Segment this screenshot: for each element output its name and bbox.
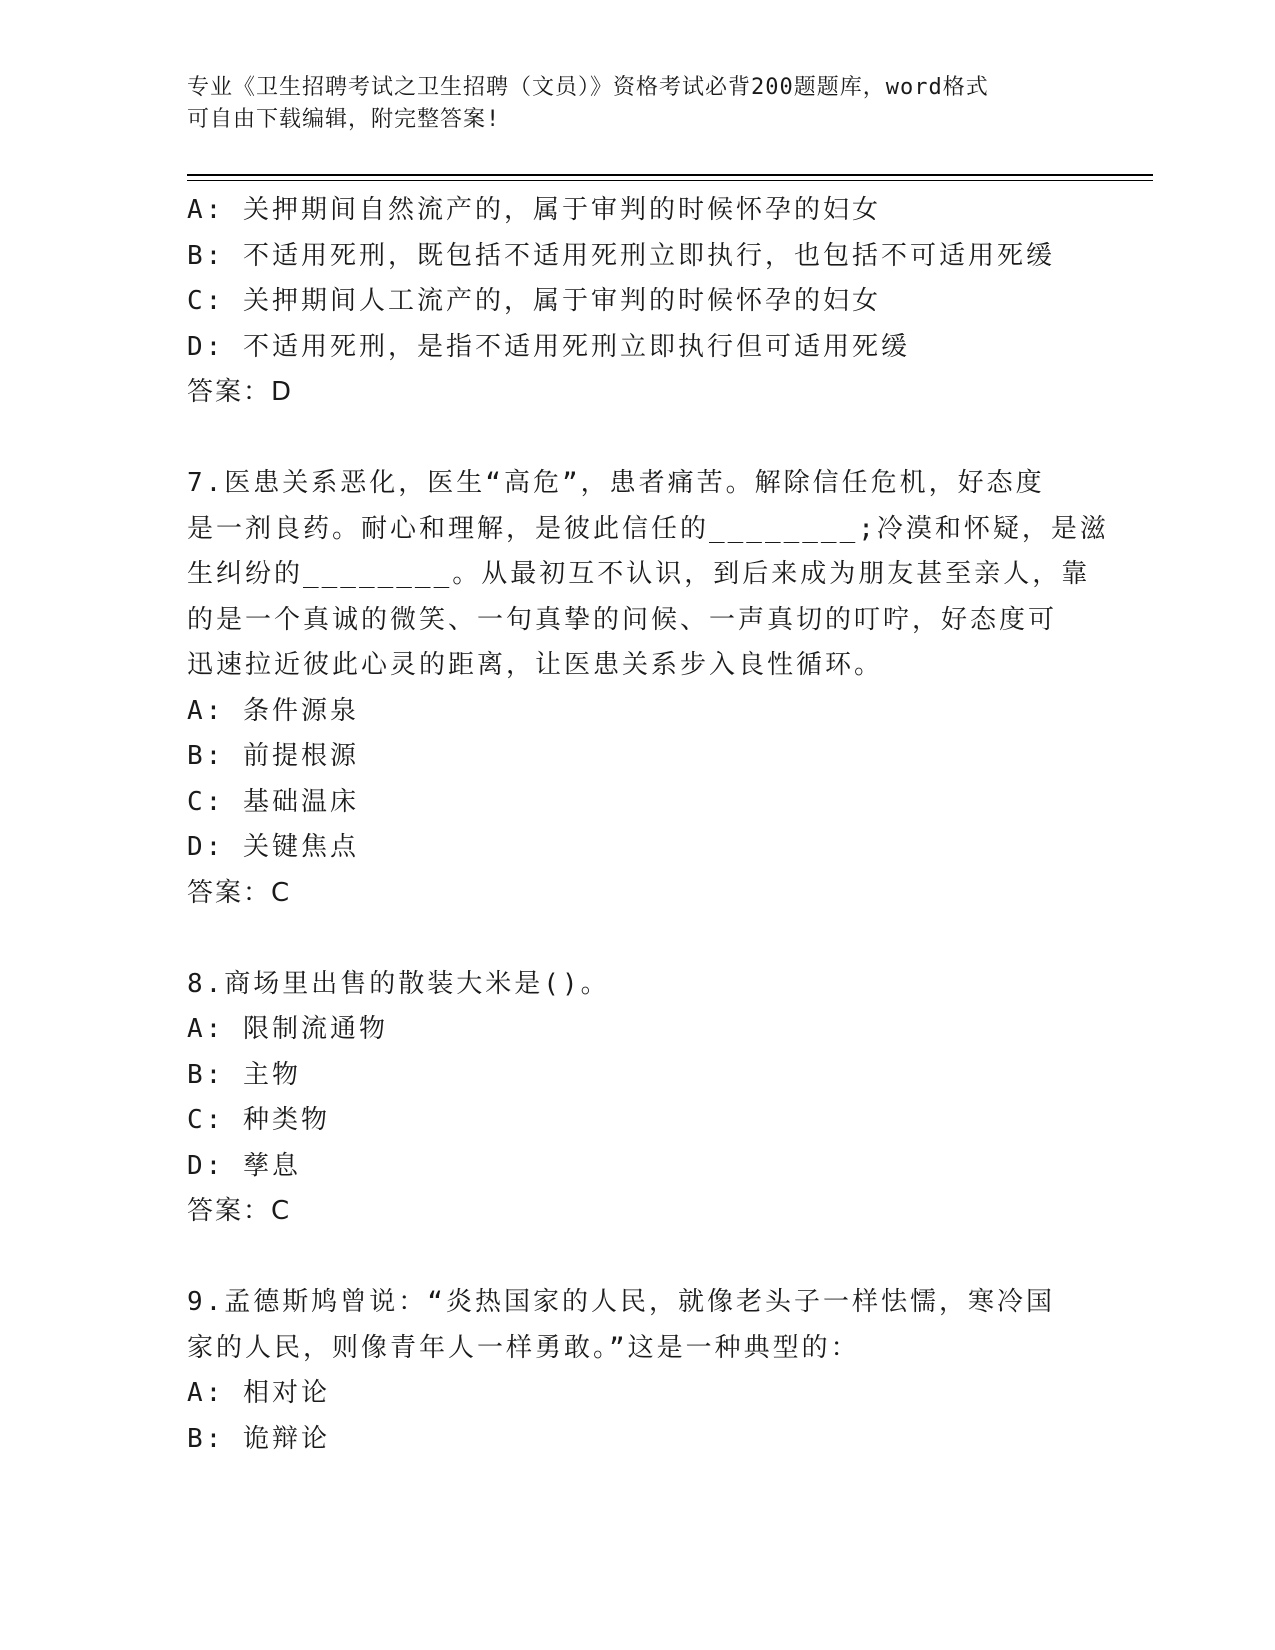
answer-line: 答案：C <box>187 1196 292 1226</box>
option-a: A: 限制流通物 <box>187 1014 388 1044</box>
header-rule-thin <box>187 180 1153 181</box>
header-title-line-2: 可自由下载编辑，附完整答案! <box>187 107 501 132</box>
question-list <box>187 188 1109 1462</box>
question-9 <box>187 1280 1087 1462</box>
document-header <box>187 72 1087 136</box>
option-c: C: 关押期间人工流产的，属于审判的时候怀孕的妇女 <box>187 286 881 316</box>
option-c: C: 基础温床 <box>187 786 359 817</box>
option-b: B: 主物 <box>187 1059 301 1090</box>
header-rule-thick <box>187 174 1153 176</box>
option-a: A: 关押期间自然流产的，属于审判的时候怀孕的妇女 <box>187 195 881 225</box>
option-d: D: 关键焦点 <box>187 832 359 862</box>
option-d: D: 不适用死刑，是指不适用死刑立即执行但可适用死缓 <box>187 331 910 362</box>
question-7 <box>187 461 1109 916</box>
option-c: C: 种类物 <box>187 1105 330 1135</box>
question-stem-line: 是一剂良药。耐心和理解，是彼此信任的________;冷漠和怀疑，是滋 <box>187 513 1109 544</box>
option-a: A: 相对论 <box>187 1378 330 1408</box>
question-8 <box>187 962 1087 1235</box>
question-stem-line: 7.医患关系恶化，医生“高危”，患者痛苦。解除信任危机，好态度 <box>187 468 1045 498</box>
header-title-line-1: 专业《卫生招聘考试之卫生招聘（文员）》资格考试必背200题题库，word格式 <box>187 75 989 100</box>
question-stem-line: 的是一个真诚的微笑、一句真挚的问候、一声真切的叮咛，好态度可 <box>187 604 1058 635</box>
question-stem-line: 迅速拉近彼此心灵的距离，让医患关系步入良性循环。 <box>187 650 884 680</box>
option-b: B: 不适用死刑，既包括不适用死刑立即执行，也包括不可适用死缓 <box>187 240 1055 271</box>
option-d: D: 孳息 <box>187 1150 301 1181</box>
option-b: B: 诡辩论 <box>187 1423 330 1454</box>
option-b: B: 前提根源 <box>187 741 359 771</box>
question-gap <box>187 416 1087 462</box>
question-stem-line: 家的人民，则像青年人一样勇敢。”这是一种典型的： <box>187 1332 860 1363</box>
question-previous <box>187 188 1087 416</box>
question-gap <box>187 916 1087 962</box>
option-a: A: 条件源泉 <box>187 695 359 726</box>
question-gap <box>187 1235 1087 1281</box>
answer-line: 答案：C <box>187 877 292 908</box>
question-stem-line: 9.孟德斯鸠曾说：“炎热国家的人民，就像老头子一样怯懦，寒冷国 <box>187 1287 1055 1317</box>
question-stem-line: 8.商场里出售的散装大米是()。 <box>187 968 610 999</box>
question-stem-line: 生纠纷的________。从最初互不认识，到后来成为朋友甚至亲人，靠 <box>187 559 1091 589</box>
answer-line: 答案：D <box>187 377 294 407</box>
